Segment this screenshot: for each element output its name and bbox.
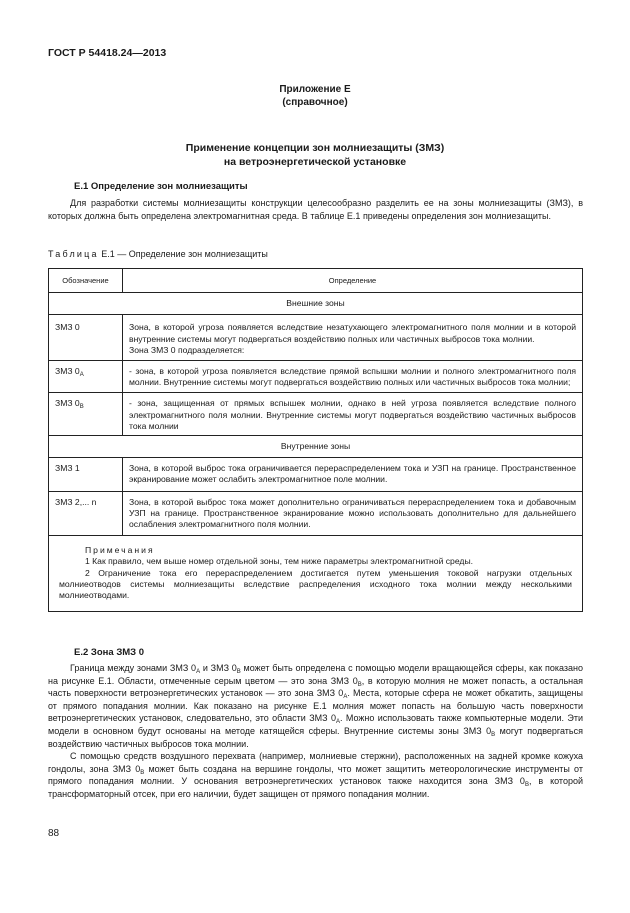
section1-heading: Е.1 Определение зон молниезащиты (74, 181, 248, 192)
group-inner-zones: Внутренние зоны (49, 436, 583, 458)
zone-code (49, 361, 123, 393)
table-group-row (49, 293, 583, 315)
notes-title: Примечания (85, 545, 155, 556)
zone-code (49, 393, 123, 436)
section2-paragraphs (48, 662, 583, 801)
section2-paragraph-2: С помощью средств воздушного перехвата (например, молниевые стержни), расположенных на задней кромке кожуха гондолы, зона ЗМЗ $0_B$ может быть создана на вершине гондолы, что может защитить метеорологические инструменты от прямого попадания молнии. У основания ветроэнергетических установок также находится зона ЗМЗ $0_B$, в которой трансформаторный отсек, при его наличии, будет защищен от прямого попадания молнии. (48, 751, 583, 799)
appendix-type: (справочное) (282, 97, 348, 108)
zone-definition: Зона, в которой выброс тока ограничивается перераспределением тока и УЗП на границе. Пространственное экранирование может ослабить электромагнитное поле молнии. (123, 458, 583, 491)
group-outer-zones: Внешние зоны (49, 293, 583, 315)
zone-code-main: ЗМЗ 0 (55, 322, 80, 333)
main-title-line2: на ветроэнергетической установке (223, 156, 407, 168)
note-item: 2 Ограничение тока его перераспределением достигается путем уменьшения токовой нагрузки отдельных молниеотводов системы молниезащиты вследствие распределения исходного тока молнии между несколькими молниеотводами. (59, 567, 572, 601)
main-title-line1: Применение концепции зон молниезащиты (ЗМЗ) (185, 142, 445, 154)
section2-heading: Е.2 Зона ЗМЗ 0 (74, 647, 145, 658)
zone-code-main: ЗМЗ 0 (55, 398, 80, 409)
appendix-title: Приложение Е (279, 84, 351, 95)
table-row (49, 393, 583, 436)
page-number: 88 (48, 828, 60, 839)
table-notes-row (49, 536, 583, 612)
table-caption (48, 249, 268, 259)
table-caption-text: Е.1 — Определение зон молниезащиты (101, 249, 268, 259)
zone-code-main: ЗМЗ 2,... n (55, 496, 97, 507)
zone-code-sub: A (79, 372, 84, 379)
zone-definition-text: Зона, в которой угроза появляется вследствие незатухающего электромагнитного поля молнии и в которой внутренние системы могут подвергаться воздействию полных или частичных выбросов тока молнии. (129, 322, 576, 344)
table-group-row (49, 436, 583, 458)
table-notes (49, 536, 583, 612)
note-item: 1 Как правило, чем выше номер отдельной зоны, тем ниже параметры электромагнитной среды. (85, 556, 474, 567)
zone-code (49, 491, 123, 536)
table-caption-label: Таблица (48, 249, 99, 259)
zone-definition: - зона, защищенная от прямых вспышек молнии, однако в ней угроза появляется вследствие полного электромагнитного поля молнии. Внутренние системы могут подвергаться воздействию частичных выбросов тока молнии (123, 393, 583, 436)
zone-code-main: ЗМЗ 1 (55, 463, 80, 474)
document-id: ГОСТ Р 54418.24—2013 (48, 47, 167, 59)
zone-code (49, 458, 123, 491)
col-header-definition: Определение (123, 269, 583, 293)
table-row (49, 361, 583, 393)
table-row (49, 491, 583, 536)
section2-paragraph-1: Граница между зонами ЗМЗ $0_A$ и ЗМЗ $0_B$ может быть определена с помощью модели вращающейся сферы, как показано на рисунке Е.1. Области, отмеченные серым цветом — это зона ЗМЗ $0_B$, в которую молния не может попасть, а остальная часть поверхности ветроэнергетических установок — это зона ЗМЗ $0_A$. Места, которые сфера не может обкатить, защищены от прямого попадания молнии. Как показано на рисунке Е.1 молния может попасть на большую часть поверхности ветроэнергетических установок, следовательно, это области ЗМЗ $0_A$. Можно использовать также компьютерные модели. Эти модели в основном будут основаны на методе катящейся сферы. Внутренние системы зоны ЗМЗ $0_B$ могут подвергаться воздействию частичных выбросов тока молнии. (48, 663, 584, 749)
table-row (49, 315, 583, 361)
section1-text: Для разработки системы молниезащиты конструкции целесообразно разделить ее на зоны молниезащиты (ЗМЗ), в которых должна быть определена электромагнитная среда. В таблице Е.1 приведены определения зон молниезащиты. (48, 198, 583, 221)
zone-definition: Зона, в которой выброс тока может дополнительно ограничиваться перераспределением тока и добавочным УЗП на границе. Пространственное экранирование можно использовать дополнительно для дальнейшего ослабления электромагнитного поля молнии. (123, 491, 583, 536)
zone-code-main: ЗМЗ 0 (55, 366, 80, 377)
zones-table (48, 268, 583, 612)
zone-definition-extra: Зона ЗМЗ 0 подразделяется: (129, 344, 245, 355)
zone-code (49, 315, 123, 361)
section1-paragraph (48, 197, 583, 222)
zone-definition (123, 315, 583, 361)
table-row (49, 458, 583, 491)
col-header-code: Обозначение (49, 269, 123, 293)
table-header-row (49, 269, 583, 293)
zone-code-sub: B (79, 404, 84, 411)
zone-definition: - зона, в которой угроза появляется вследствие прямой вспышки молнии и полного электромагнитного поля молнии. Внутренние системы могут подвергаться воздействию полных или частичных выбросов тока молнии; (123, 361, 583, 393)
